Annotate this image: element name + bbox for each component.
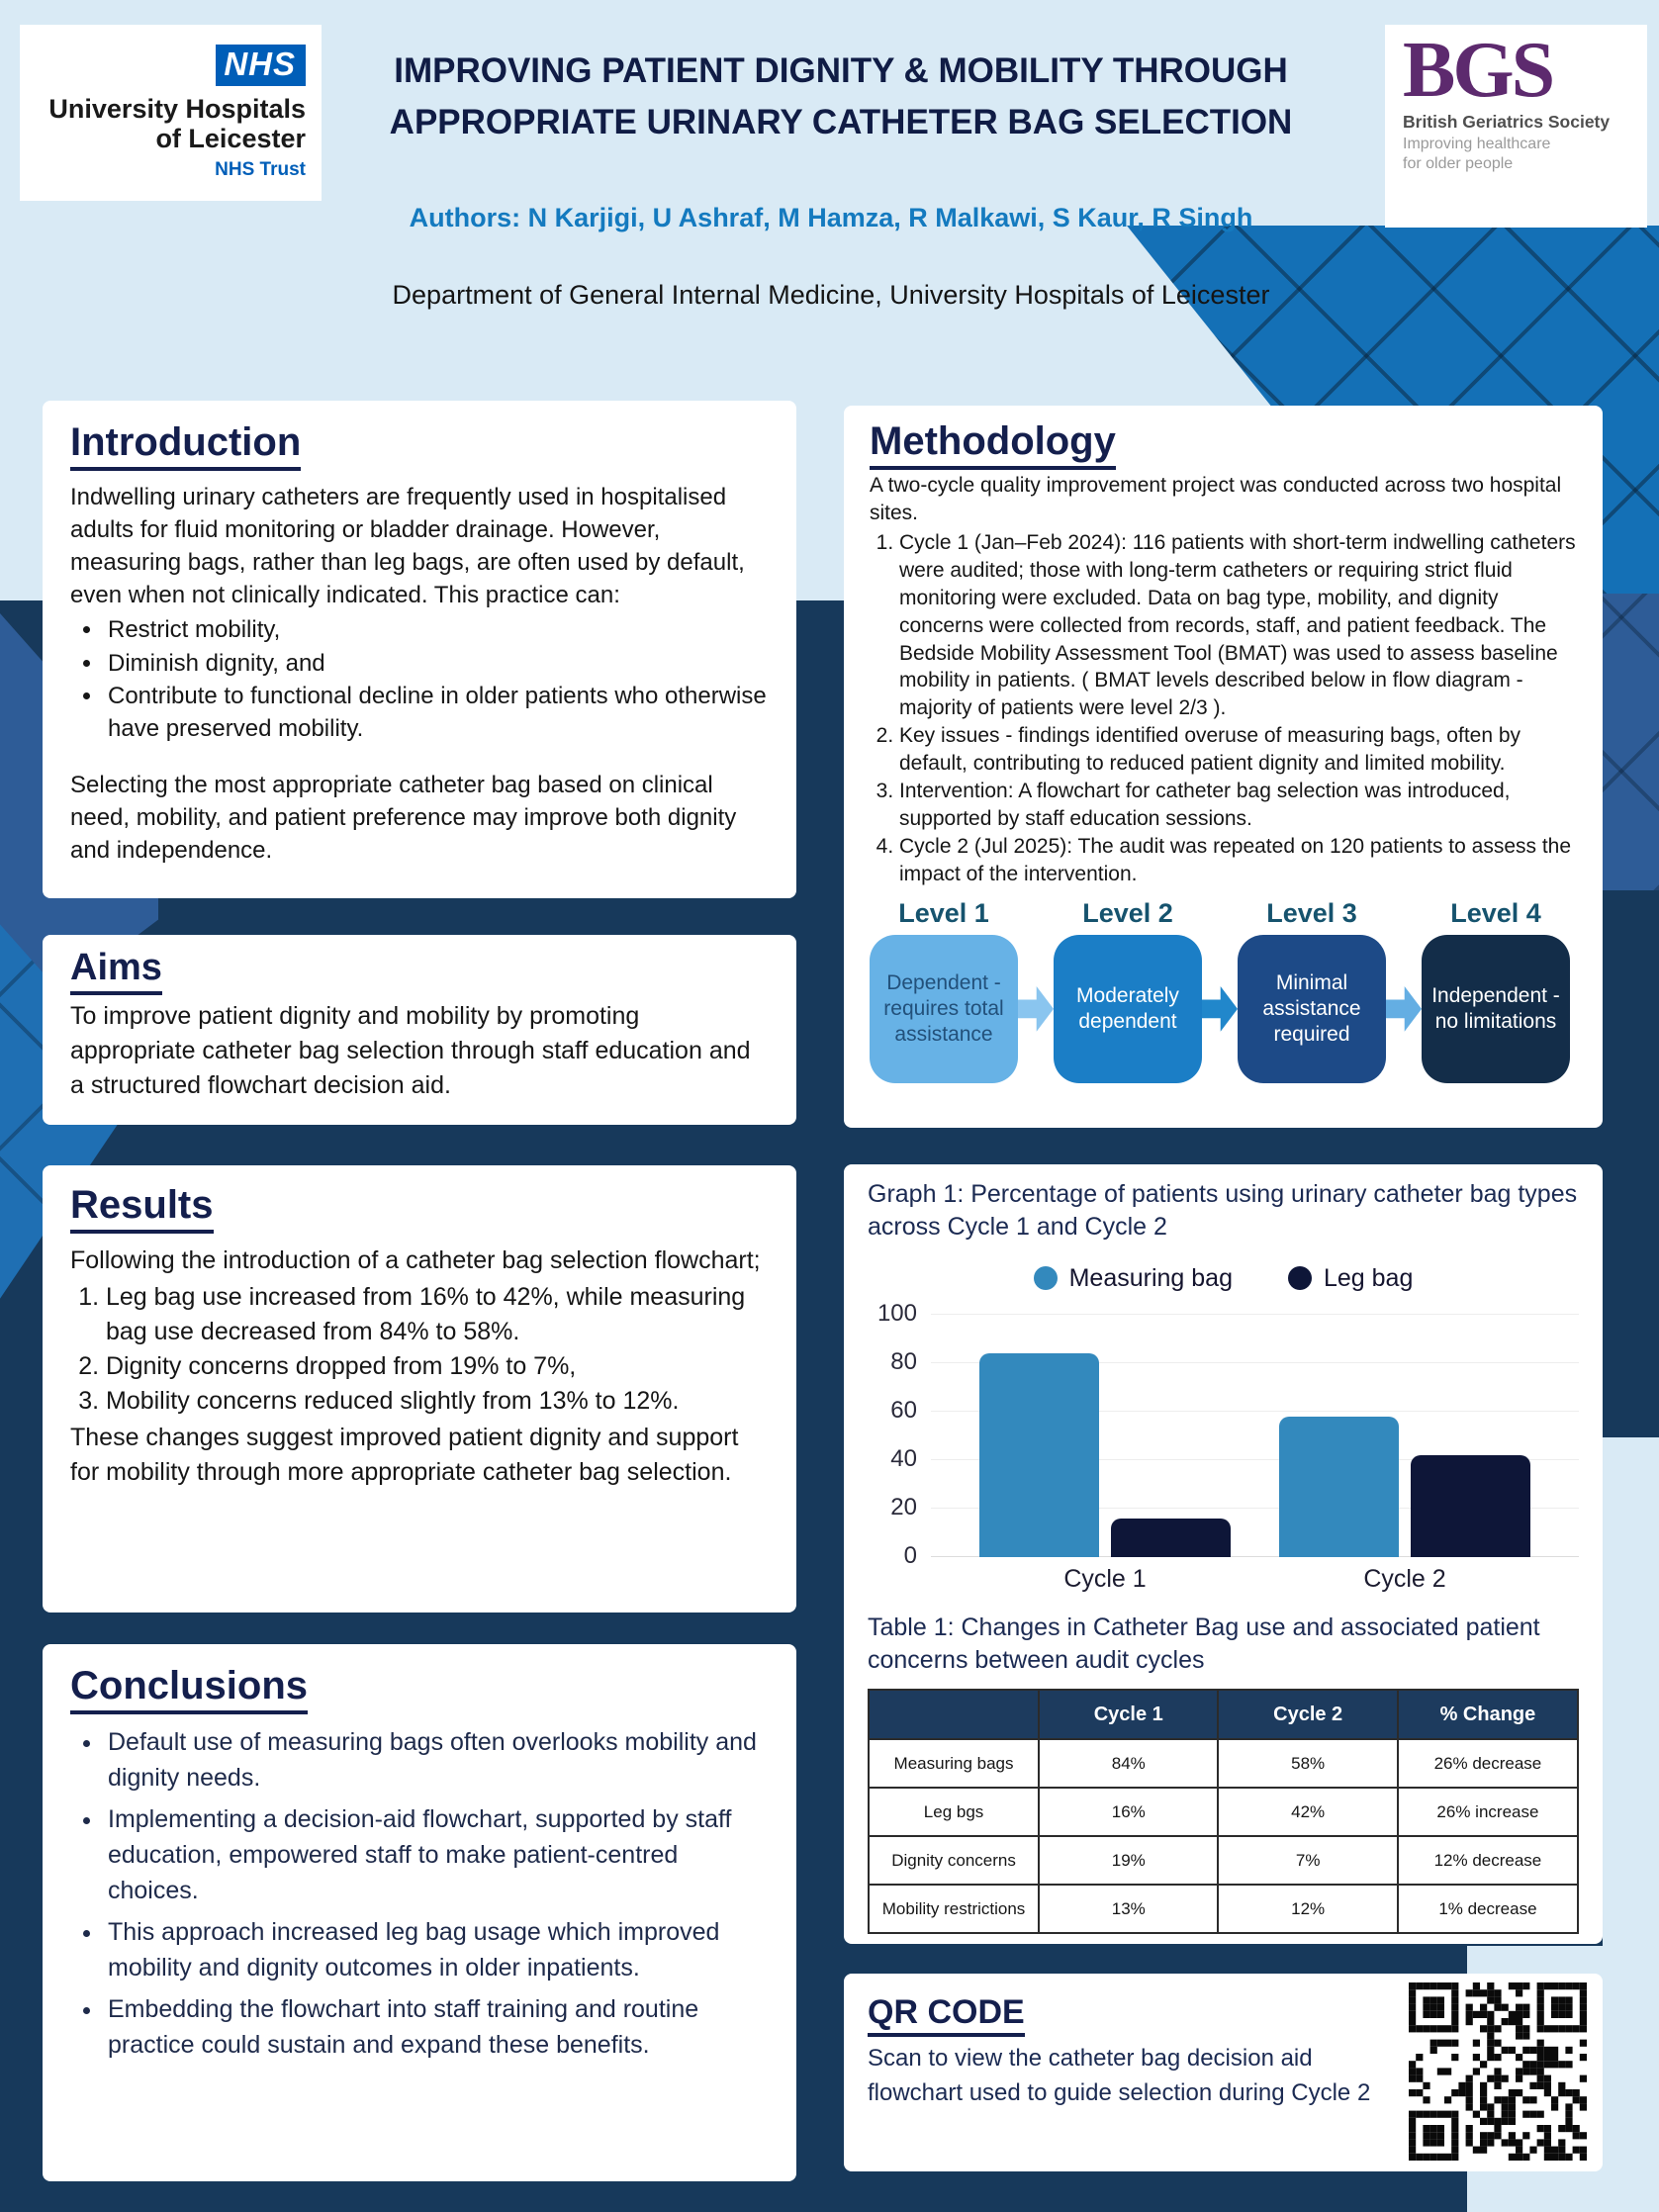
- legend-item: Measuring bag: [1034, 1264, 1233, 1293]
- flow-arrow-icon: [1018, 983, 1054, 1035]
- flow-arrow-icon: [1202, 983, 1238, 1035]
- bar-leg-bag-cycle-1: [1111, 1519, 1231, 1557]
- conclusions-bullet: • Embedding the flowchart into staff training and routine practice could sustain and expand these benefits.: [104, 1991, 769, 2063]
- chart-plot: [931, 1315, 1579, 1557]
- bmat-level-2-box: Moderately dependent: [1054, 935, 1202, 1083]
- bgs-logo: [1385, 25, 1647, 228]
- chart-x-labels: [931, 1565, 1579, 1594]
- aims-text: To improve patient dignity and mobility by promoting appropriate catheter bag selection through staff education and a structured flowchart decision aid.: [70, 1002, 751, 1099]
- y-axis-tick: 80: [890, 1348, 917, 1375]
- bar-group: [1279, 1417, 1530, 1557]
- flow-arrow-icon: [1386, 983, 1422, 1035]
- poster-title: [326, 46, 1355, 148]
- methodology-item: 4. Cycle 2 (Jul 2025): The audit was repeated on 120 patients to assess the impact of the intervention.: [899, 833, 1577, 888]
- bar-chart: [868, 1300, 1579, 1569]
- results-item: 2. Dignity concerns dropped from 19% to 7%,: [106, 1349, 769, 1384]
- graph-title: Graph 1: Percentage of patients using urinary catheter bag types across Cycle 1 and Cycle 2: [868, 1180, 1578, 1241]
- aims-section: [43, 935, 796, 1125]
- nhs-logo-icon: NHS: [216, 45, 306, 86]
- x-axis-label: Cycle 2: [1363, 1565, 1446, 1593]
- poster-title-line2: APPROPRIATE URINARY CATHETER BAG SELECTION: [389, 102, 1293, 141]
- table-header-cell: Cycle 2: [1218, 1690, 1397, 1739]
- nhs-logo-trust: NHS Trust: [215, 159, 306, 181]
- bar-measuring-bag-cycle-2: [1279, 1417, 1399, 1557]
- results-item: 3. Mobility concerns reduced slightly from 13% to 12%.: [106, 1384, 769, 1419]
- y-axis-tick: 0: [903, 1542, 917, 1569]
- methodology-heading: Methodology: [870, 419, 1577, 464]
- bar-measuring-bag-cycle-1: [979, 1353, 1099, 1557]
- table-row: Measuring bags 84% 58% 26% decrease: [869, 1739, 1578, 1788]
- table-row: Dignity concerns 19% 7% 12% decrease: [869, 1836, 1578, 1885]
- bmat-level-1: [870, 898, 1018, 1083]
- qr-description: Scan to view the catheter bag decision aid flowchart used to guide selection during Cycle 2: [868, 2045, 1371, 2106]
- methodology-section: [844, 406, 1603, 1128]
- bmat-level-4-label: Level 4: [1450, 897, 1541, 928]
- bar-group: [979, 1353, 1231, 1557]
- bgs-logo-icon: BGS: [1403, 27, 1553, 114]
- qr-section: [844, 1974, 1603, 2171]
- bmat-flow-diagram: [870, 898, 1577, 1083]
- introduction-heading: Introduction: [70, 420, 769, 465]
- nhs-logo-line1: University Hospitals: [48, 93, 306, 124]
- results-table: [868, 1689, 1579, 1934]
- table-header-cell: Cycle 1: [1039, 1690, 1218, 1739]
- authors-line: Authors: N Karjigi, U Ashraf, M Hamza, R Malkawi, S Kaur, R Singh: [409, 203, 1253, 232]
- chart-legend: [868, 1261, 1579, 1295]
- results-intro: Following the introduction of a catheter bag selection flowchart;: [70, 1246, 761, 1274]
- results-item: 1. Leg bag use increased from 16% to 42%, while measuring bag use decreased from 84% to 58%.: [106, 1280, 769, 1349]
- methodology-intro: A two-cycle quality improvement project was conducted across two hospital sites.: [870, 474, 1562, 524]
- methodology-item: 2. Key issues - findings identified overuse of measuring bags, often by default, contributing to reduced patient dignity and limited mobility.: [899, 722, 1577, 778]
- bmat-level-1-label: Level 1: [898, 897, 989, 928]
- bar-leg-bag-cycle-2: [1411, 1455, 1530, 1557]
- introduction-paragraph-1: Indwelling urinary catheters are frequently used in hospitalised adults for fluid monitoring or bladder drainage. However, measuring bags, rather than leg bags, are often used by default, even when not clinically indicated. This practice can:: [70, 484, 745, 609]
- y-axis-tick: 20: [890, 1494, 917, 1521]
- conclusions-bullet: • Default use of measuring bags often overlooks mobility and dignity needs.: [104, 1724, 769, 1796]
- qr-heading: QR CODE: [868, 1993, 1579, 2032]
- nhs-logo-line2: of Leicester: [155, 124, 306, 153]
- bgs-logo-tagline: Improving healthcare for older people: [1403, 136, 1551, 172]
- table-header-row: [869, 1690, 1578, 1739]
- bmat-level-2: [1054, 898, 1202, 1083]
- table-header-cell: % Change: [1398, 1690, 1578, 1739]
- bmat-level-4: [1422, 898, 1570, 1083]
- legend-item: Leg bag: [1288, 1264, 1413, 1293]
- chart-y-axis: [868, 1300, 931, 1569]
- results-heading: Results: [70, 1183, 769, 1228]
- qr-code-icon: [1409, 1982, 1587, 2161]
- introduction-paragraph-2: Selecting the most appropriate catheter bag based on clinical need, mobility, and patient preference may improve both dignity and independence.: [70, 771, 737, 865]
- results-section: [43, 1165, 796, 1613]
- x-axis-label: Cycle 1: [1063, 1565, 1147, 1593]
- table-header-cell: [869, 1690, 1039, 1739]
- legend-dot-icon: [1288, 1266, 1312, 1290]
- bgs-logo-name: British Geriatrics Society: [1403, 112, 1611, 132]
- results-numbered-list: [70, 1280, 769, 1419]
- introduction-section: [43, 401, 796, 898]
- legend-dot-icon: [1034, 1266, 1058, 1290]
- conclusions-bullet: • Implementing a decision-aid flowchart, supported by staff education, empowered staff to make patient-centred choices.: [104, 1801, 769, 1908]
- aims-heading: Aims: [70, 947, 769, 989]
- conclusions-bullet: • This approach increased leg bag usage which improved mobility and dignity outcomes in older inpatients.: [104, 1914, 769, 1985]
- bmat-level-2-label: Level 2: [1082, 897, 1173, 928]
- methodology-numbered-list: [870, 529, 1577, 888]
- conclusions-section: [43, 1644, 796, 2181]
- table-row: Mobility restrictions 13% 12% 1% decrease: [869, 1885, 1578, 1933]
- bmat-level-4-box: Independent - no limitations: [1422, 935, 1570, 1083]
- conclusions-heading: Conclusions: [70, 1664, 769, 1708]
- bmat-level-1-box: Dependent - requires total assistance: [870, 935, 1018, 1083]
- results-outro: These changes suggest improved patient dignity and support for mobility through more appropriate catheter bag selection.: [70, 1424, 739, 1486]
- y-axis-tick: 40: [890, 1445, 917, 1472]
- introduction-bullet-list: [70, 613, 769, 744]
- poster-title-line1: IMPROVING PATIENT DIGNITY & MOBILITY THROUGH: [394, 51, 1288, 90]
- introduction-bullet: • Restrict mobility,: [104, 613, 769, 646]
- bmat-level-3: [1238, 898, 1386, 1083]
- conclusions-bullet-list: [70, 1724, 769, 2063]
- table-row: Leg bgs 16% 42% 26% increase: [869, 1788, 1578, 1836]
- y-axis-tick: 100: [876, 1300, 917, 1327]
- chart-bars: [931, 1315, 1579, 1557]
- bmat-level-3-box: Minimal assistance required: [1238, 935, 1386, 1083]
- introduction-bullet: • Contribute to functional decline in older patients who otherwise have preserved mobility.: [104, 680, 769, 745]
- introduction-bullet: • Diminish dignity, and: [104, 647, 769, 680]
- graph-table-section: [844, 1164, 1603, 1944]
- methodology-item: 1. Cycle 1 (Jan–Feb 2024): 116 patients with short-term indwelling catheters were audited; those with long-term catheters or requiring strict fluid monitoring were excluded. Data on bag type, mobility, and dignity concerns were collected from records, staff, and patient feedback. The Bedside Mobility Assessment Tool (BMAT) was used to assess baseline mobility in patients. ( BMAT levels described below in flow diagram - majority of patients were level 2/3 ).: [899, 529, 1577, 722]
- department-line: Department of General Internal Medicine, University Hospitals of Leicester: [392, 280, 1270, 310]
- bmat-level-3-label: Level 3: [1266, 897, 1357, 928]
- table-title: Table 1: Changes in Catheter Bag use and associated patient concerns between audit cycles: [868, 1613, 1540, 1674]
- methodology-item: 3. Intervention: A flowchart for catheter bag selection was introduced, supported by staff education sessions.: [899, 778, 1577, 833]
- y-axis-tick: 60: [890, 1397, 917, 1424]
- nhs-logo: [20, 25, 322, 201]
